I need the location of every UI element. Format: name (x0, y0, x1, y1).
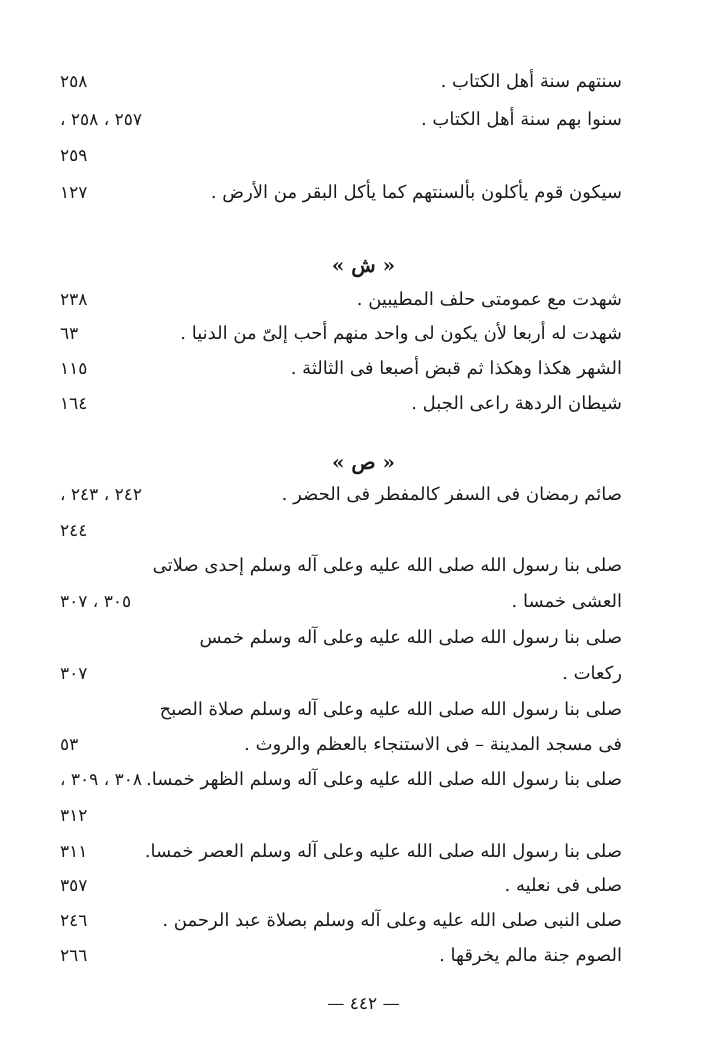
page-number: — ٤٤٢ — (327, 994, 400, 1014)
index-entry (0, 359, 727, 381)
index-entry (0, 110, 727, 132)
entry-pages: ٥٣ (60, 735, 79, 755)
entry-pages: ١٦٤ (60, 394, 88, 414)
entry-text: صلى فى نعليه . (504, 875, 622, 896)
entry-text: صلى بنا رسول الله صلى الله عليه وعلى آله وسلم إحدى صلاتى (152, 555, 622, 576)
entry-pages: ٢٤٤ (60, 521, 88, 541)
index-entry (0, 842, 727, 864)
index-entry (0, 735, 727, 757)
entry-pages: ٣١١ (60, 842, 88, 862)
section-header-sad: « ص » (331, 450, 396, 474)
entry-text: شيطان الردهة راعى الجبل . (411, 393, 622, 414)
entry-pages: ٢٥٩ (60, 146, 88, 166)
entry-text: شهدت له أربعا لأن يكون لى واحد منهم أحب إلىّ من الدنيا . (180, 323, 622, 344)
index-entry (0, 700, 727, 722)
entry-text: صلى بنا رسول الله صلى الله عليه وعلى آله وسلم صلاة الصبح (159, 699, 622, 720)
index-entry (0, 183, 727, 205)
index-entry (0, 290, 727, 312)
entry-pages: ٢٦٦ (60, 946, 88, 966)
entry-text: سنتهم سنة أهل الكتاب . (440, 71, 622, 92)
index-entry (0, 592, 727, 614)
entry-text: صلى بنا رسول الله صلى الله عليه وعلى آله وسلم العصر خمسا. (144, 841, 622, 862)
entry-pages: ٣٠٨ ، ٣٠٩ ، (60, 770, 142, 790)
entry-pages: ٣٠٧ (60, 664, 88, 684)
entry-pages: ٦٣ (60, 324, 79, 344)
entry-pages: ٢٥٨ (60, 72, 88, 92)
entry-pages: ١٢٧ (60, 183, 88, 203)
entry-text: سنوا بهم سنة أهل الكتاب . (420, 109, 622, 130)
index-entry (0, 324, 727, 346)
index-entry (0, 911, 727, 933)
index-entry (0, 946, 727, 968)
index-entry (0, 146, 727, 168)
entry-pages: ٣٥٧ (60, 876, 88, 896)
entry-pages: ٢٤٢ ، ٢٤٣ ، (60, 485, 142, 505)
section-header-shin: « ش » (331, 253, 396, 277)
index-entry (0, 485, 727, 507)
entry-text: شهدت مع عمومتى حلف المطيبين . (356, 289, 622, 310)
index-entry (0, 664, 727, 686)
index-entry (0, 72, 727, 94)
entry-text: ركعات . (562, 663, 622, 684)
entry-text: صائم رمضان فى السفر كالمفطر فى الحضر . (281, 484, 622, 505)
entry-text: فى مسجد المدينة – فى الاستنجاء بالعظم والروث . (244, 734, 622, 755)
entry-pages: ٢٣٨ (60, 290, 88, 310)
index-entry (0, 806, 727, 828)
entry-text: صلى بنا رسول الله صلى الله عليه وعلى آله وسلم خمس (199, 627, 622, 648)
entry-text: العشى خمسا . (511, 591, 622, 612)
index-entry (0, 876, 727, 898)
entry-pages: ١١٥ (60, 359, 88, 379)
entry-text: صلى النبى صلى الله عليه وعلى آله وسلم بصلاة عبد الرحمن . (162, 910, 622, 931)
index-entry (0, 394, 727, 416)
entry-pages: ٢٥٧ ، ٢٥٨ ، (60, 110, 142, 130)
index-entry (0, 770, 727, 792)
entry-text: سيكون قوم يأكلون بألسنتهم كما يأكل البقر من الأرض . (210, 182, 622, 203)
entry-pages: ٢٤٦ (60, 911, 88, 931)
index-entry (0, 521, 727, 543)
entry-text: الصوم جنة مالم يخرقها . (439, 945, 622, 966)
index-entry (0, 628, 727, 650)
entry-pages: ٣١٢ (60, 806, 88, 826)
index-entry (0, 556, 727, 578)
entry-text: الشهر هكذا وهكذا ثم قبض أصبعا فى الثالثة . (290, 358, 622, 379)
entry-pages: ٣٠٥ ، ٣٠٧ (60, 592, 132, 612)
entry-text: صلى بنا رسول الله صلى الله عليه وعلى آله وسلم الظهر خمسا. (146, 769, 622, 790)
